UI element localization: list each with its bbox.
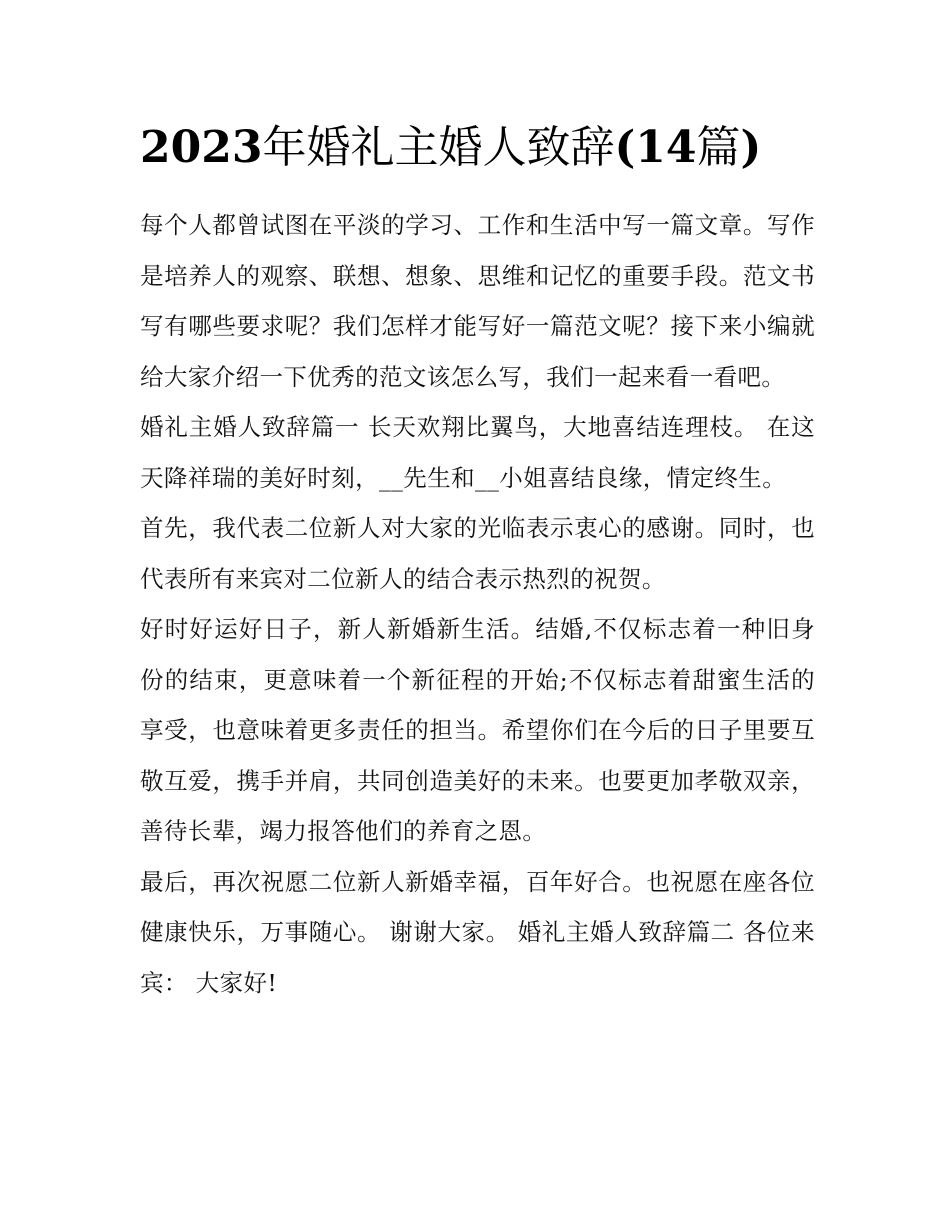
paragraph-speech-one-opening: 婚礼主婚人致辞篇一 长天欢翔比翼鸟，大地喜结连理枝。 在这天降祥瑞的美好时刻，__先生和__小姐喜结良缘，情定终生。	[140, 413, 815, 492]
paragraph-intro: 每个人都曾试图在平淡的学习、工作和生活中写一篇文章。写作是培养人的观察、联想、想象、思维和记忆的重要手段。范文书写有哪些要求呢？我们怎样才能写好一篇范文呢？接下来小编就给大家介绍一下优秀的范文该怎么写，我们一起来看一看吧。	[140, 211, 815, 391]
paragraph-closing: 最后，再次祝愿二位新人新婚幸福，百年好合。也祝愿在座各位健康快乐，万事随心。 谢谢大家。 婚礼主婚人致辞篇二 各位来宾： 大家好!	[140, 867, 815, 997]
document-title: 2023年婚礼主婚人致辞(14篇)	[140, 122, 762, 173]
document-body	[140, 200, 815, 1008]
paragraph-blessing: 好时好运好日子，新人新婚新生活。结婚,不仅标志着一种旧身份的结束，更意味着一个新征程的开始;不仅标志着甜蜜生活的享受，也意味着更多责任的担当。希望你们在今后的日子里要互敬互爱，携手并肩，共同创造美好的未来。也要更加孝敬双亲，善待长辈，竭力报答他们的养育之恩。	[140, 615, 815, 845]
paragraph-thanks: 首先，我代表二位新人对大家的光临表示衷心的感谢。同时，也代表所有来宾对二位新人的结合表示热烈的祝贺。	[140, 514, 815, 593]
